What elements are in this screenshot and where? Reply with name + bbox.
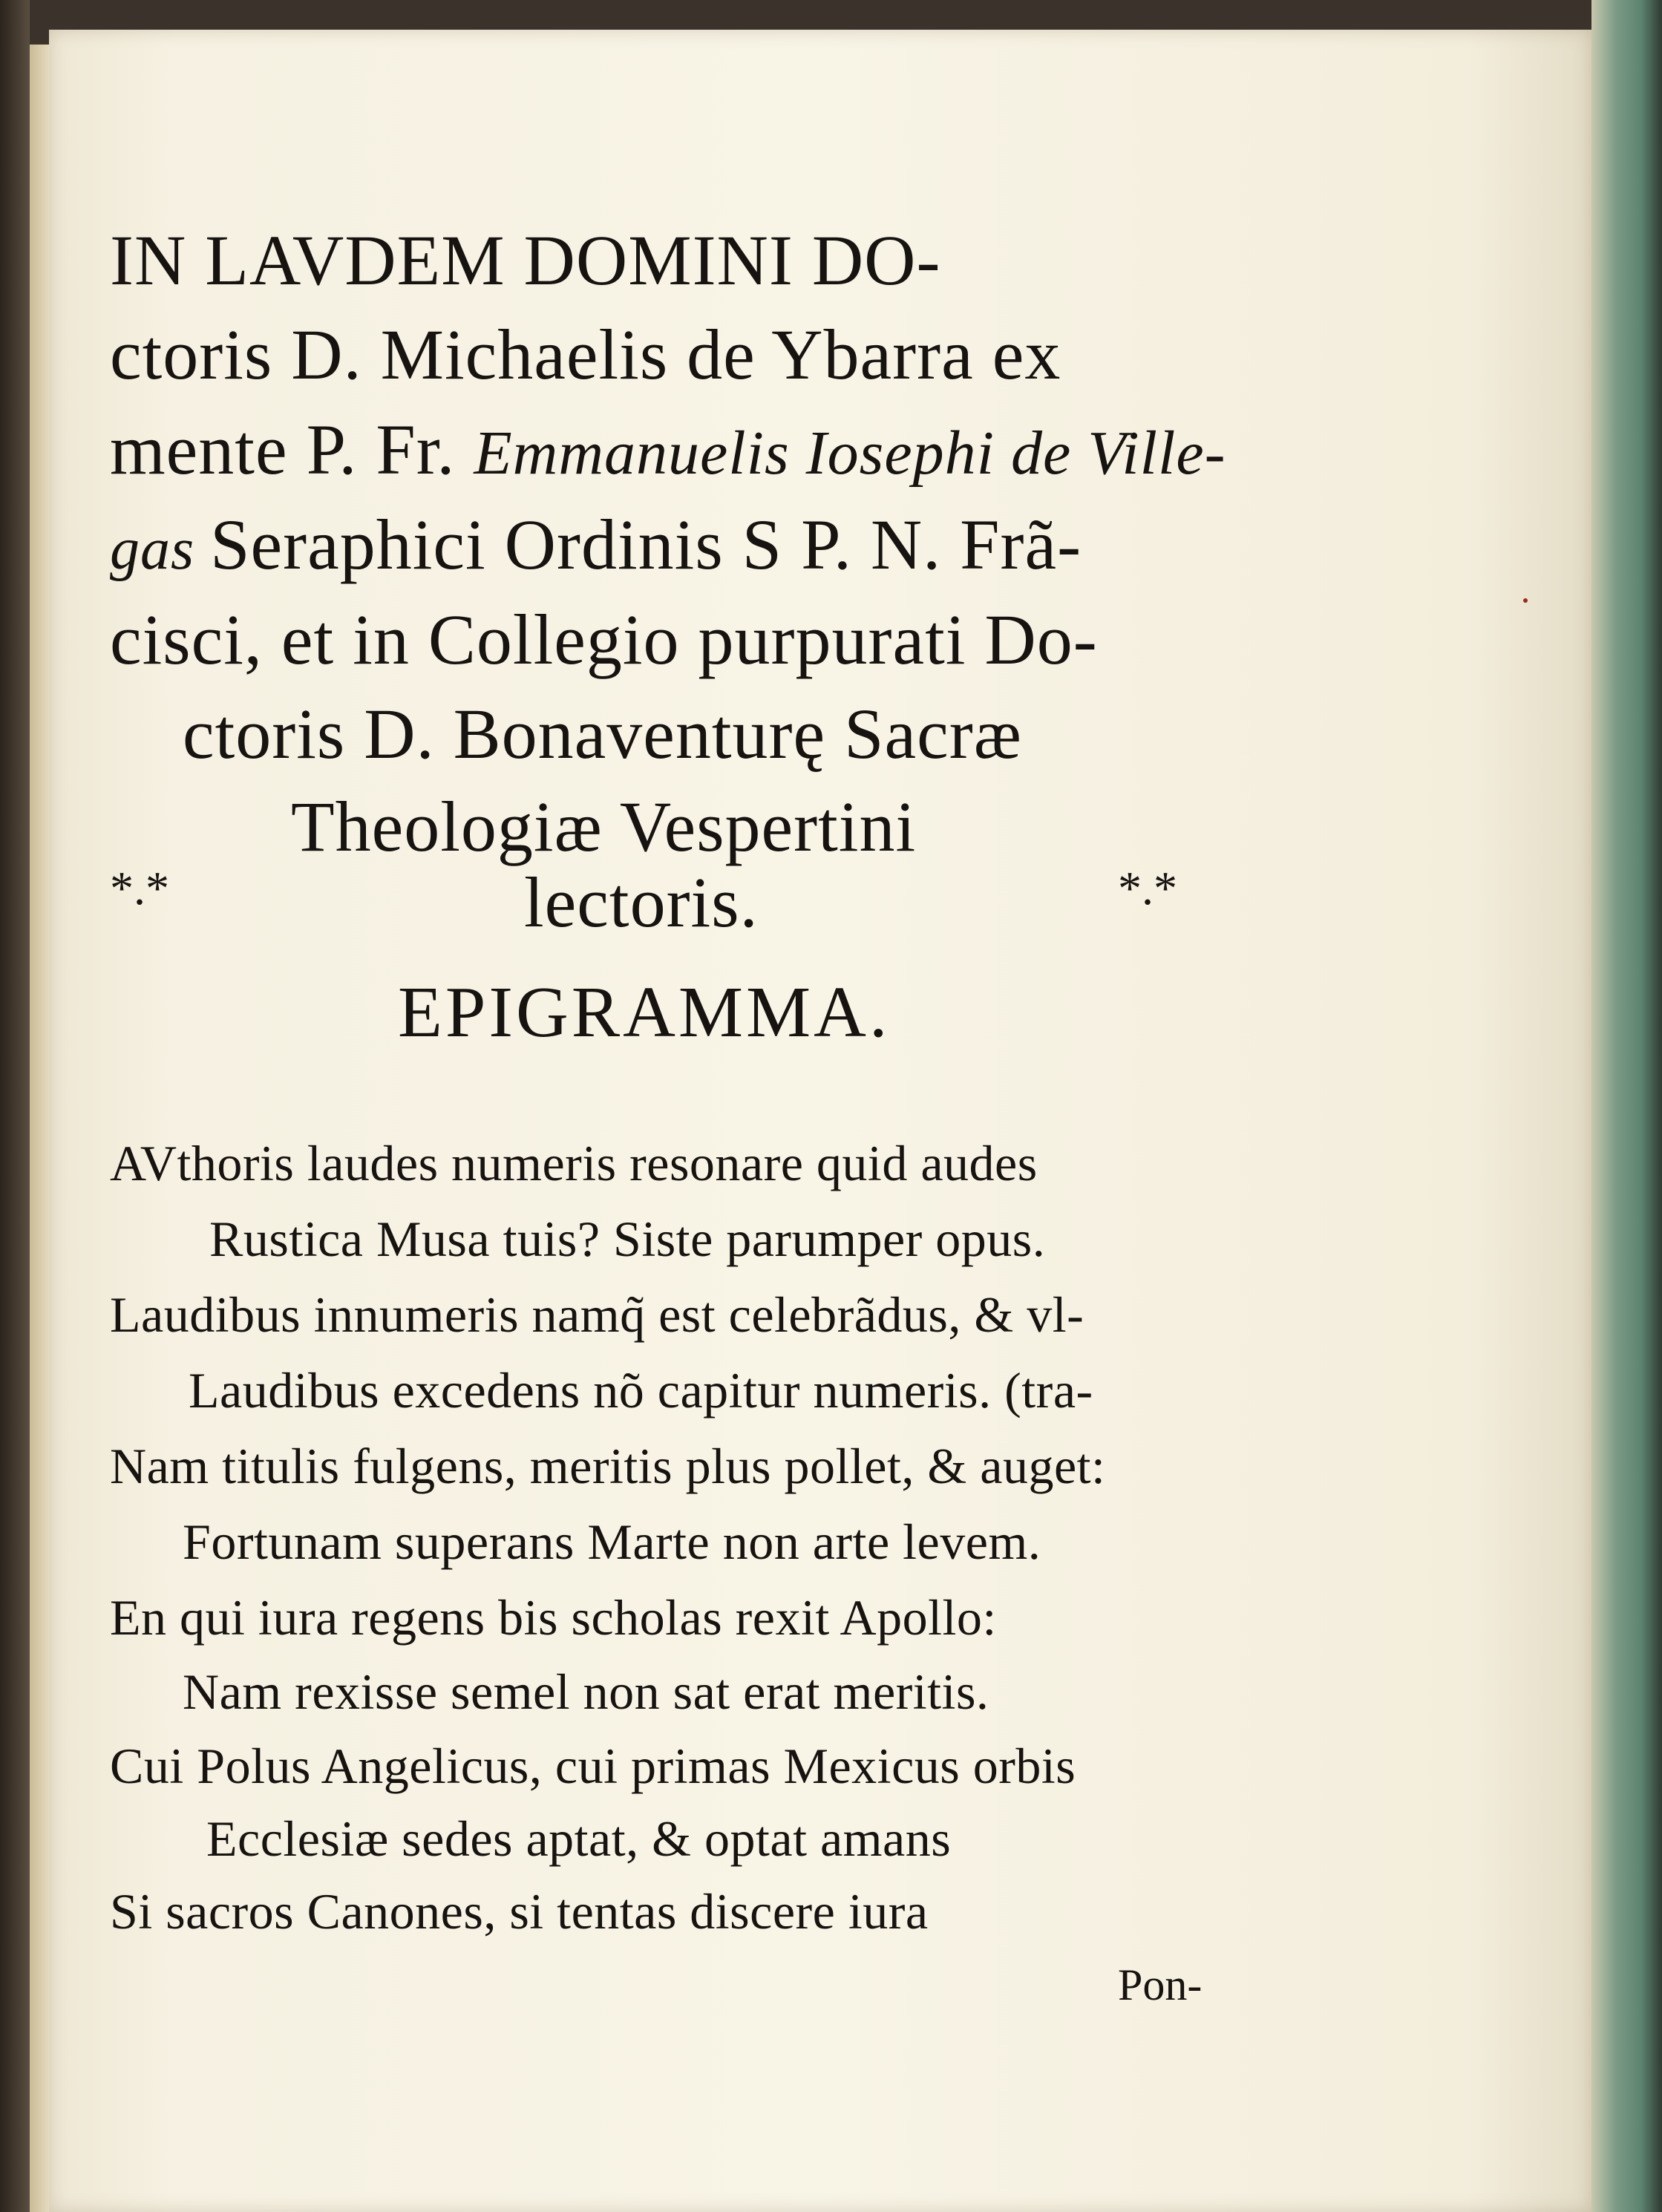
heading-line-1: IN LAVDEM DOMINI DO-	[110, 220, 941, 300]
heading-line-2: ctoris D. Michaelis de Ybarra ex	[110, 315, 1061, 394]
verse-line-9: Cui Polus Angelicus, cui primas Mexicus orbis	[110, 1738, 1076, 1794]
verse-line-7: En qui iura regens bis scholas rexit Apollo:	[110, 1589, 997, 1646]
verse-line-2: Rustica Musa tuis? Siste parumper opus.	[209, 1211, 1046, 1267]
section-title: EPIGRAMMA.	[398, 972, 891, 1053]
heading-line-4	[110, 503, 1082, 586]
heading-line-3-italic: Emmanuelis Iosephi de Ville-	[474, 419, 1226, 488]
heading-line-4-roman: Seraphici Ordinis S P. N. Frã-	[210, 505, 1082, 584]
heading-line-8: lectoris.	[524, 863, 759, 942]
verse-line-4: Laudibus excedens nõ capitur numeris. (tra-	[189, 1362, 1093, 1419]
heading-line-5: cisci, et in Collegio purpurati Do-	[110, 600, 1098, 679]
heading-line-7: Theologiæ Vespertini	[291, 787, 917, 866]
verse-line-6: Fortunam superans Marte non arte levem.	[183, 1514, 1041, 1570]
heading-line-6: ctoris D. Bonaventurę Sacræ	[183, 694, 1022, 773]
verse-line-5: Nam titulis fulgens, meritis plus pollet, & auget:	[110, 1438, 1106, 1494]
book-page	[49, 30, 1591, 2212]
catchword: Pon-	[1118, 1960, 1203, 2009]
heading-line-3	[110, 408, 1226, 491]
book-spine	[0, 0, 30, 2212]
ornament-left: *.*	[110, 862, 169, 914]
verse-line-8: Nam rexisse semel non sat erat meritis.	[183, 1663, 989, 1720]
ink-speck	[1523, 598, 1528, 603]
heading-line-3-roman: mente P. Fr.	[110, 410, 474, 489]
book-fore-edge	[1591, 0, 1662, 2212]
verse-line-11: Si sacros Canones, si tentas discere iura	[110, 1883, 929, 1940]
verse-line-3: Laudibus innumeris namq̃ est celebrãdus, & vl-	[110, 1286, 1084, 1343]
verse-line-1: AVthoris laudes numeris resonare quid audes	[110, 1135, 1038, 1191]
ornament-right: *.*	[1118, 862, 1177, 914]
heading-line-4-italic: gas	[110, 517, 211, 582]
verse-line-10: Ecclesiæ sedes aptat, & optat amans	[206, 1810, 952, 1867]
